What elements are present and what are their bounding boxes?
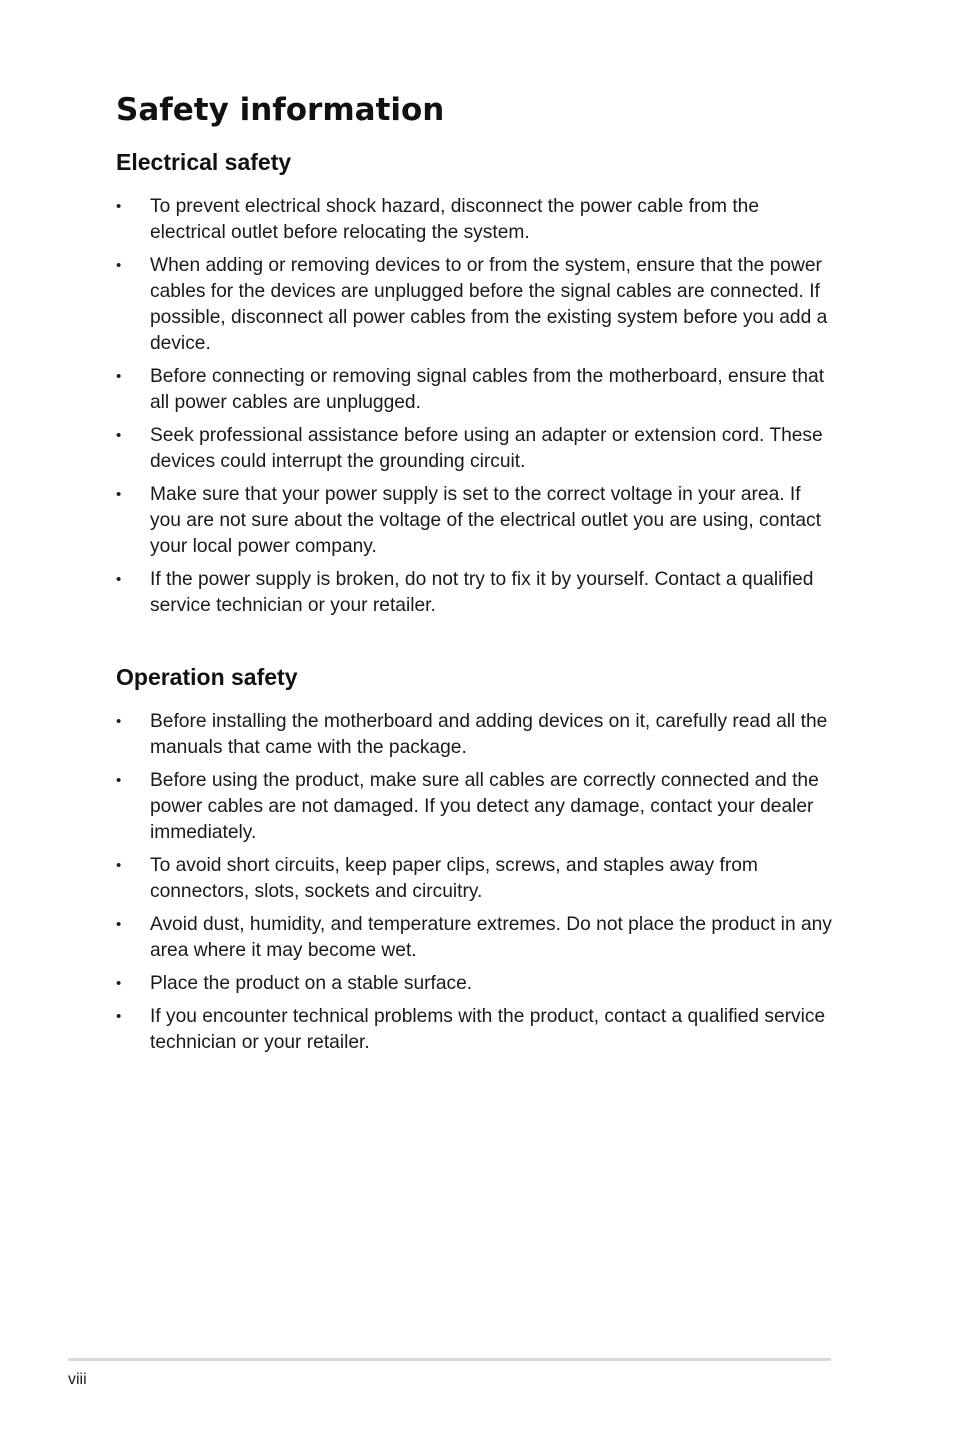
- electrical-safety-list: [116, 194, 836, 619]
- list-item: [116, 567, 836, 619]
- list-item: [116, 853, 836, 905]
- list-item-text: Before connecting or removing signal cables from the motherboard, ensure that all power cables are unplugged.: [150, 366, 825, 413]
- list-item: [116, 194, 836, 246]
- electrical-safety-heading: Electrical safety: [116, 149, 292, 175]
- list-item: [116, 1004, 836, 1056]
- list-item-text: To prevent electrical shock hazard, disconnect the power cable from the electrical outlet before relocating the system.: [150, 196, 759, 243]
- list-item-text: Make sure that your power supply is set to the correct voltage in your area. If you are not sure about the voltage of the electrical outlet you are using, contact your local power company.: [150, 484, 821, 557]
- list-item-text: Place the product on a stable surface.: [150, 973, 473, 994]
- list-item-text: Before installing the motherboard and adding devices on it, carefully read all the manuals that came with the package.: [150, 711, 828, 758]
- list-item: [116, 709, 836, 761]
- bullet-icon: •: [116, 486, 122, 503]
- list-item: [116, 912, 836, 964]
- list-item-text: Avoid dust, humidity, and temperature extremes. Do not place the product in any area where it may become wet.: [150, 914, 832, 961]
- list-item-text: If you encounter technical problems with the product, contact a qualified service technician or your retailer.: [150, 1006, 826, 1053]
- electrical-safety-section: [116, 145, 836, 626]
- bullet-icon: •: [116, 257, 122, 274]
- bullet-icon: •: [116, 1008, 122, 1025]
- bullet-icon: •: [116, 857, 122, 874]
- list-item: [116, 482, 836, 560]
- list-item: [116, 364, 836, 416]
- bullet-icon: •: [116, 198, 122, 215]
- list-item-text: Before using the product, make sure all cables are correctly connected and the power cables are not damaged. If you detect any damage, contact your dealer immediately.: [150, 770, 819, 843]
- bullet-icon: •: [116, 975, 122, 992]
- list-item-text: To avoid short circuits, keep paper clips, screws, and staples away from connectors, slots, sockets and circuitry.: [150, 855, 758, 902]
- bullet-icon: •: [116, 427, 122, 444]
- page-number: viii: [68, 1371, 87, 1388]
- bullet-icon: •: [116, 571, 122, 588]
- bullet-icon: •: [116, 772, 122, 789]
- list-item: [116, 768, 836, 846]
- operation-safety-list: [116, 709, 836, 1056]
- list-item-text: If the power supply is broken, do not try to fix it by yourself. Contact a qualified service technician or your retailer.: [150, 569, 814, 616]
- footer-divider: [68, 1358, 831, 1361]
- list-item: [116, 423, 836, 475]
- bullet-icon: •: [116, 368, 122, 385]
- list-item: [116, 253, 836, 357]
- operation-safety-heading: Operation safety: [116, 664, 298, 690]
- page-title: Safety information: [116, 92, 445, 128]
- list-item-text: When adding or removing devices to or from the system, ensure that the power cables for the devices are unplugged before the signal cables are connected. If possible, disconnect all power cables from the existing system before you add a device.: [150, 255, 828, 354]
- list-item: [116, 971, 836, 997]
- bullet-icon: •: [116, 916, 122, 933]
- list-item-text: Seek professional assistance before using an adapter or extension cord. These devices could interrupt the grounding circuit.: [150, 425, 823, 472]
- operation-safety-section: [116, 660, 836, 1063]
- bullet-icon: •: [116, 713, 122, 730]
